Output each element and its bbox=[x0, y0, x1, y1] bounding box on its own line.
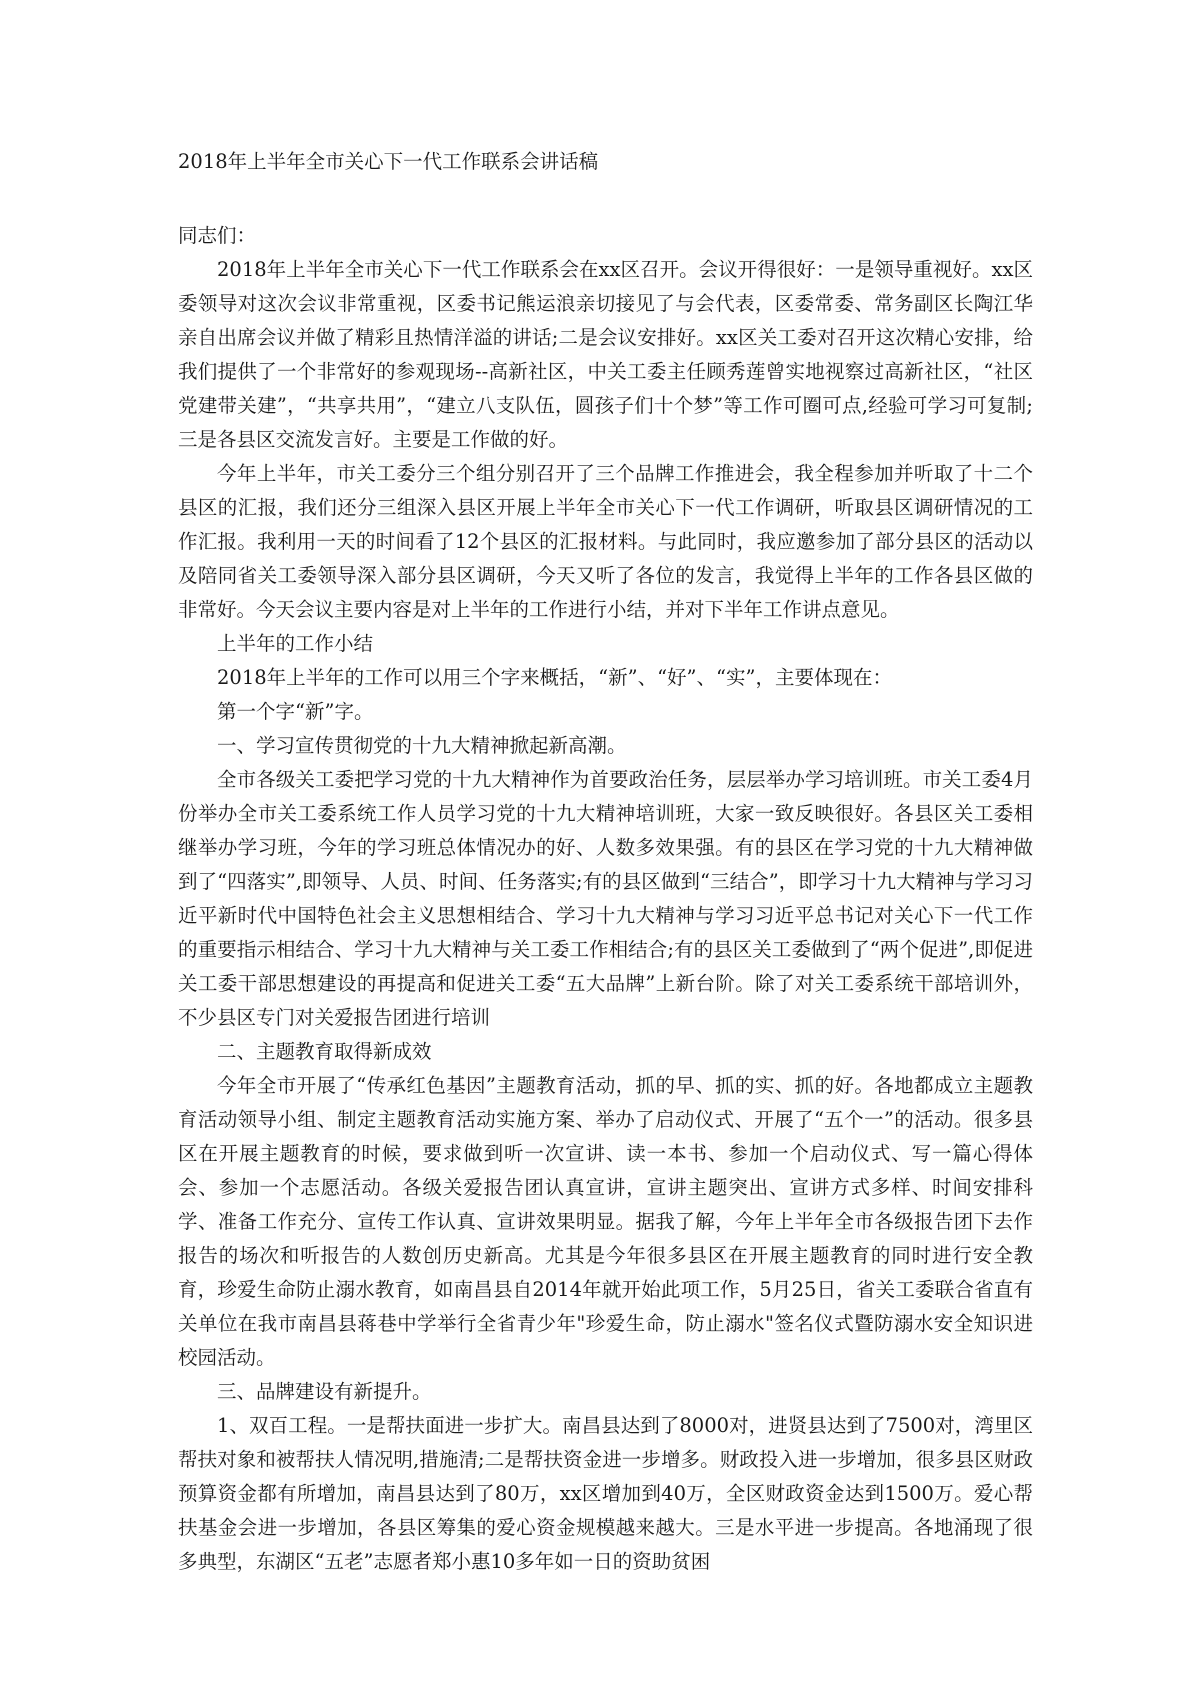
paragraph-theme-education: 今年全市开展了“传承红色基因”主题教育活动，抓的早、抓的实、抓的好。各地都成立主题教育活动领导小组、制定主题教育活动实施方案、举办了启动仪式、开展了“五个一”的活动。很多县区在开展主题教育的时候，要求做到听一次宣讲、读一本书、参加一个启动仪式、写一篇心得体会、参加一个志愿活动。各级关爱报告团认真宣讲，宣讲主题突出、宣讲方式多样、时间安排科学、准备工作充分、宣传工作认真、宣讲效果明显。据我了解，今年上半年全市各级报告团下去作报告的场次和听报告的人数创历史新高。尤其是今年很多县区在开展主题教育的同时进行安全教育，珍爱生命防止溺水教育，如南昌县自2014年就开始此项工作，5月25日，省关工委联合省直有关单位在我市南昌县蒋巷中学举行全省青少年"珍爱生命，防止溺水"签名仪式暨防溺水安全知识进校园活动。 bbox=[178, 1074, 1033, 1369]
paragraph-intro: 2018年上半年全市关心下一代工作联系会在xx区召开。会议开得很好：一是领导重视好。xx区委领导对这次会议非常重视，区委书记熊运浪亲切接见了与会代表，区委常委、常务副区长陶江华亲自出席会议并做了精彩且热情洋溢的讲话;二是会议安排好。xx区关工委对召开这次精心安排，给我们提供了一个非常好的参观现场--高新社区，中关工委主任顾秀莲曾实地视察过高新社区，“社区党建带关建”，“共享共用”，“建立八支队伍，圆孩子们十个梦”等工作可圈可点,经验可学习可复制;三是各县区交流发言好。主要是工作做的好。 bbox=[178, 258, 1033, 451]
document-body bbox=[178, 145, 1033, 1579]
paragraph-overview: 今年上半年，市关工委分三个组分别召开了三个品牌工作推进会，我全程参加并听取了十二个县区的汇报，我们还分三组深入县区开展上半年全市关心下一代工作调研，听取县区调研情况的工作汇报。我利用一天的时间看了12个县区的汇报材料。与此同时，我应邀参加了部分县区的活动以及陪同省关工委领导深入部分县区调研，今天又听了各位的发言，我觉得上半年的工作各县区做的非常好。今天会议主要内容是对上半年的工作进行小结，并对下半年工作讲点意见。 bbox=[178, 462, 1033, 621]
paragraph-double-hundred: 1、双百工程。一是帮扶面进一步扩大。南昌县达到了8000对，进贤县达到了7500对，湾里区帮扶对象和被帮扶人情况明,措施清;二是帮扶资金进一步增多。财政投入进一步增加，很多县区财政预算资金都有所增加，南昌县达到了80万，xx区增加到40万，全区财政资金达到1500万。爱心帮扶基金会进一步增加，各县区筹集的爱心资金规模越来越大。三是水平进一步提高。各地涌现了很多典型，东湖区“五老”志愿者郑小惠10多年如一日的资助贫困 bbox=[178, 1414, 1033, 1573]
section-heading-summary: 上半年的工作小结 bbox=[217, 632, 374, 655]
subheading-first-word: 第一个字“新”字。 bbox=[217, 700, 374, 723]
salutation: 同志们： bbox=[178, 224, 257, 247]
document-title: 2018年上半年全市关心下一代工作联系会讲话稿 bbox=[178, 150, 599, 173]
subheading-study-19th: 一、学习宣传贯彻党的十九大精神掀起新高潮。 bbox=[217, 734, 627, 757]
subheading-theme-education: 二、主题教育取得新成效 bbox=[217, 1040, 432, 1063]
subheading-brand-building: 三、品牌建设有新提升。 bbox=[217, 1380, 432, 1403]
paragraph-study-19th: 全市各级关工委把学习党的十九大精神作为首要政治任务，层层举办学习培训班。市关工委4月份举办全市关工委系统工作人员学习党的十九大精神培训班，大家一致反映很好。各县区关工委相继举办学习班，今年的学习班总体情况办的好、人数多效果强。有的县区在学习党的十九大精神做到了“四落实”,即领导、人员、时间、任务落实;有的县区做到“三结合”，即学习十九大精神与学习习近平新时代中国特色社会主义思想相结合、学习十九大精神与学习习近平总书记对关心下一代工作的重要指示相结合、学习十九大精神与关工委工作相结合;有的县区关工委做到了“两个促进”,即促进关工委干部思想建设的再提高和促进关工委“五大品牌”上新台阶。除了对关工委系统干部培训外，不少县区专门对关爱报告团进行培训 bbox=[178, 768, 1033, 1029]
paragraph-three-words: 2018年上半年的工作可以用三个字来概括，“新”、“好”、“实”，主要体现在： bbox=[217, 666, 892, 689]
